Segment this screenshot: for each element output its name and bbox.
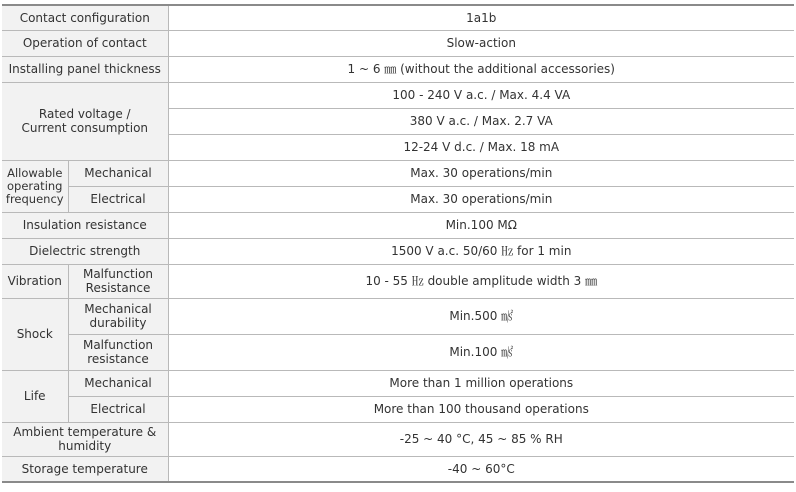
row-label: Dielectric strength — [2, 238, 168, 264]
shock-malfunction-label-text: Malfunction resistance — [82, 338, 154, 366]
row-value: 1a1b — [168, 5, 794, 30]
row-sublabel: Mechanical — [68, 160, 168, 186]
row-value: Slow-action — [168, 30, 794, 56]
row-sublabel — [68, 298, 168, 334]
table-row — [2, 422, 794, 456]
table-row — [2, 186, 794, 212]
vibration-sublabel-text: Malfunction Resistance — [82, 267, 154, 295]
table-row — [2, 238, 794, 264]
row-value: 12-24 V d.c. / Max. 18 mA — [168, 134, 794, 160]
row-label: Vibration — [2, 264, 68, 298]
table-row — [2, 334, 794, 370]
row-value: 1 ~ 6 ㎜ (without the additional accessories) — [168, 56, 794, 82]
table-row — [2, 264, 794, 298]
row-value: -40 ~ 60°C — [168, 456, 794, 482]
row-label: Installing panel thickness — [2, 56, 168, 82]
table-row — [2, 56, 794, 82]
row-value: -25 ~ 40 °C, 45 ~ 85 % RH — [168, 422, 794, 456]
row-sublabel: Electrical — [68, 186, 168, 212]
row-value: Min.100 MΩ — [168, 212, 794, 238]
row-sublabel: Mechanical — [68, 370, 168, 396]
row-value: More than 1 million operations — [168, 370, 794, 396]
table-row — [2, 298, 794, 334]
row-label: Storage temperature — [2, 456, 168, 482]
table-row — [2, 370, 794, 396]
frequency-label-text: Allowable operating frequency — [5, 165, 64, 206]
row-label: Life — [2, 370, 68, 422]
row-label: Contact configuration — [2, 5, 168, 30]
table-row — [2, 160, 794, 186]
row-value: 100 - 240 V a.c. / Max. 4.4 VA — [168, 82, 794, 108]
row-value: 1500 V a.c. 50/60 ㎐ for 1 min — [168, 238, 794, 264]
ambient-label-text: Ambient temperature & humidity — [13, 425, 157, 453]
table-row — [2, 456, 794, 482]
row-value: Min.500 ㎨ — [168, 298, 794, 334]
row-label — [2, 82, 168, 160]
row-value: Min.100 ㎨ — [168, 334, 794, 370]
table-row — [2, 82, 794, 108]
table-row — [2, 5, 794, 30]
row-sublabel: Electrical — [68, 396, 168, 422]
row-label: Insulation resistance — [2, 212, 168, 238]
table-row — [2, 212, 794, 238]
specification-table — [2, 4, 794, 483]
row-value: Max. 30 operations/min — [168, 186, 794, 212]
table-row — [2, 396, 794, 422]
row-label: Operation of contact — [2, 30, 168, 56]
row-sublabel — [68, 264, 168, 298]
shock-durability-label-text: Mechanical durability — [84, 302, 152, 330]
row-label — [2, 422, 168, 456]
rated-label-text: Rated voltage / Current consumption — [21, 107, 149, 135]
table-row — [2, 30, 794, 56]
row-value: 380 V a.c. / Max. 2.7 VA — [168, 108, 794, 134]
row-label — [2, 160, 68, 212]
row-label: Shock — [2, 298, 68, 370]
row-sublabel — [68, 334, 168, 370]
row-value: Max. 30 operations/min — [168, 160, 794, 186]
row-value: More than 100 thousand operations — [168, 396, 794, 422]
row-value: 10 - 55 ㎐ double amplitude width 3 ㎜ — [168, 264, 794, 298]
